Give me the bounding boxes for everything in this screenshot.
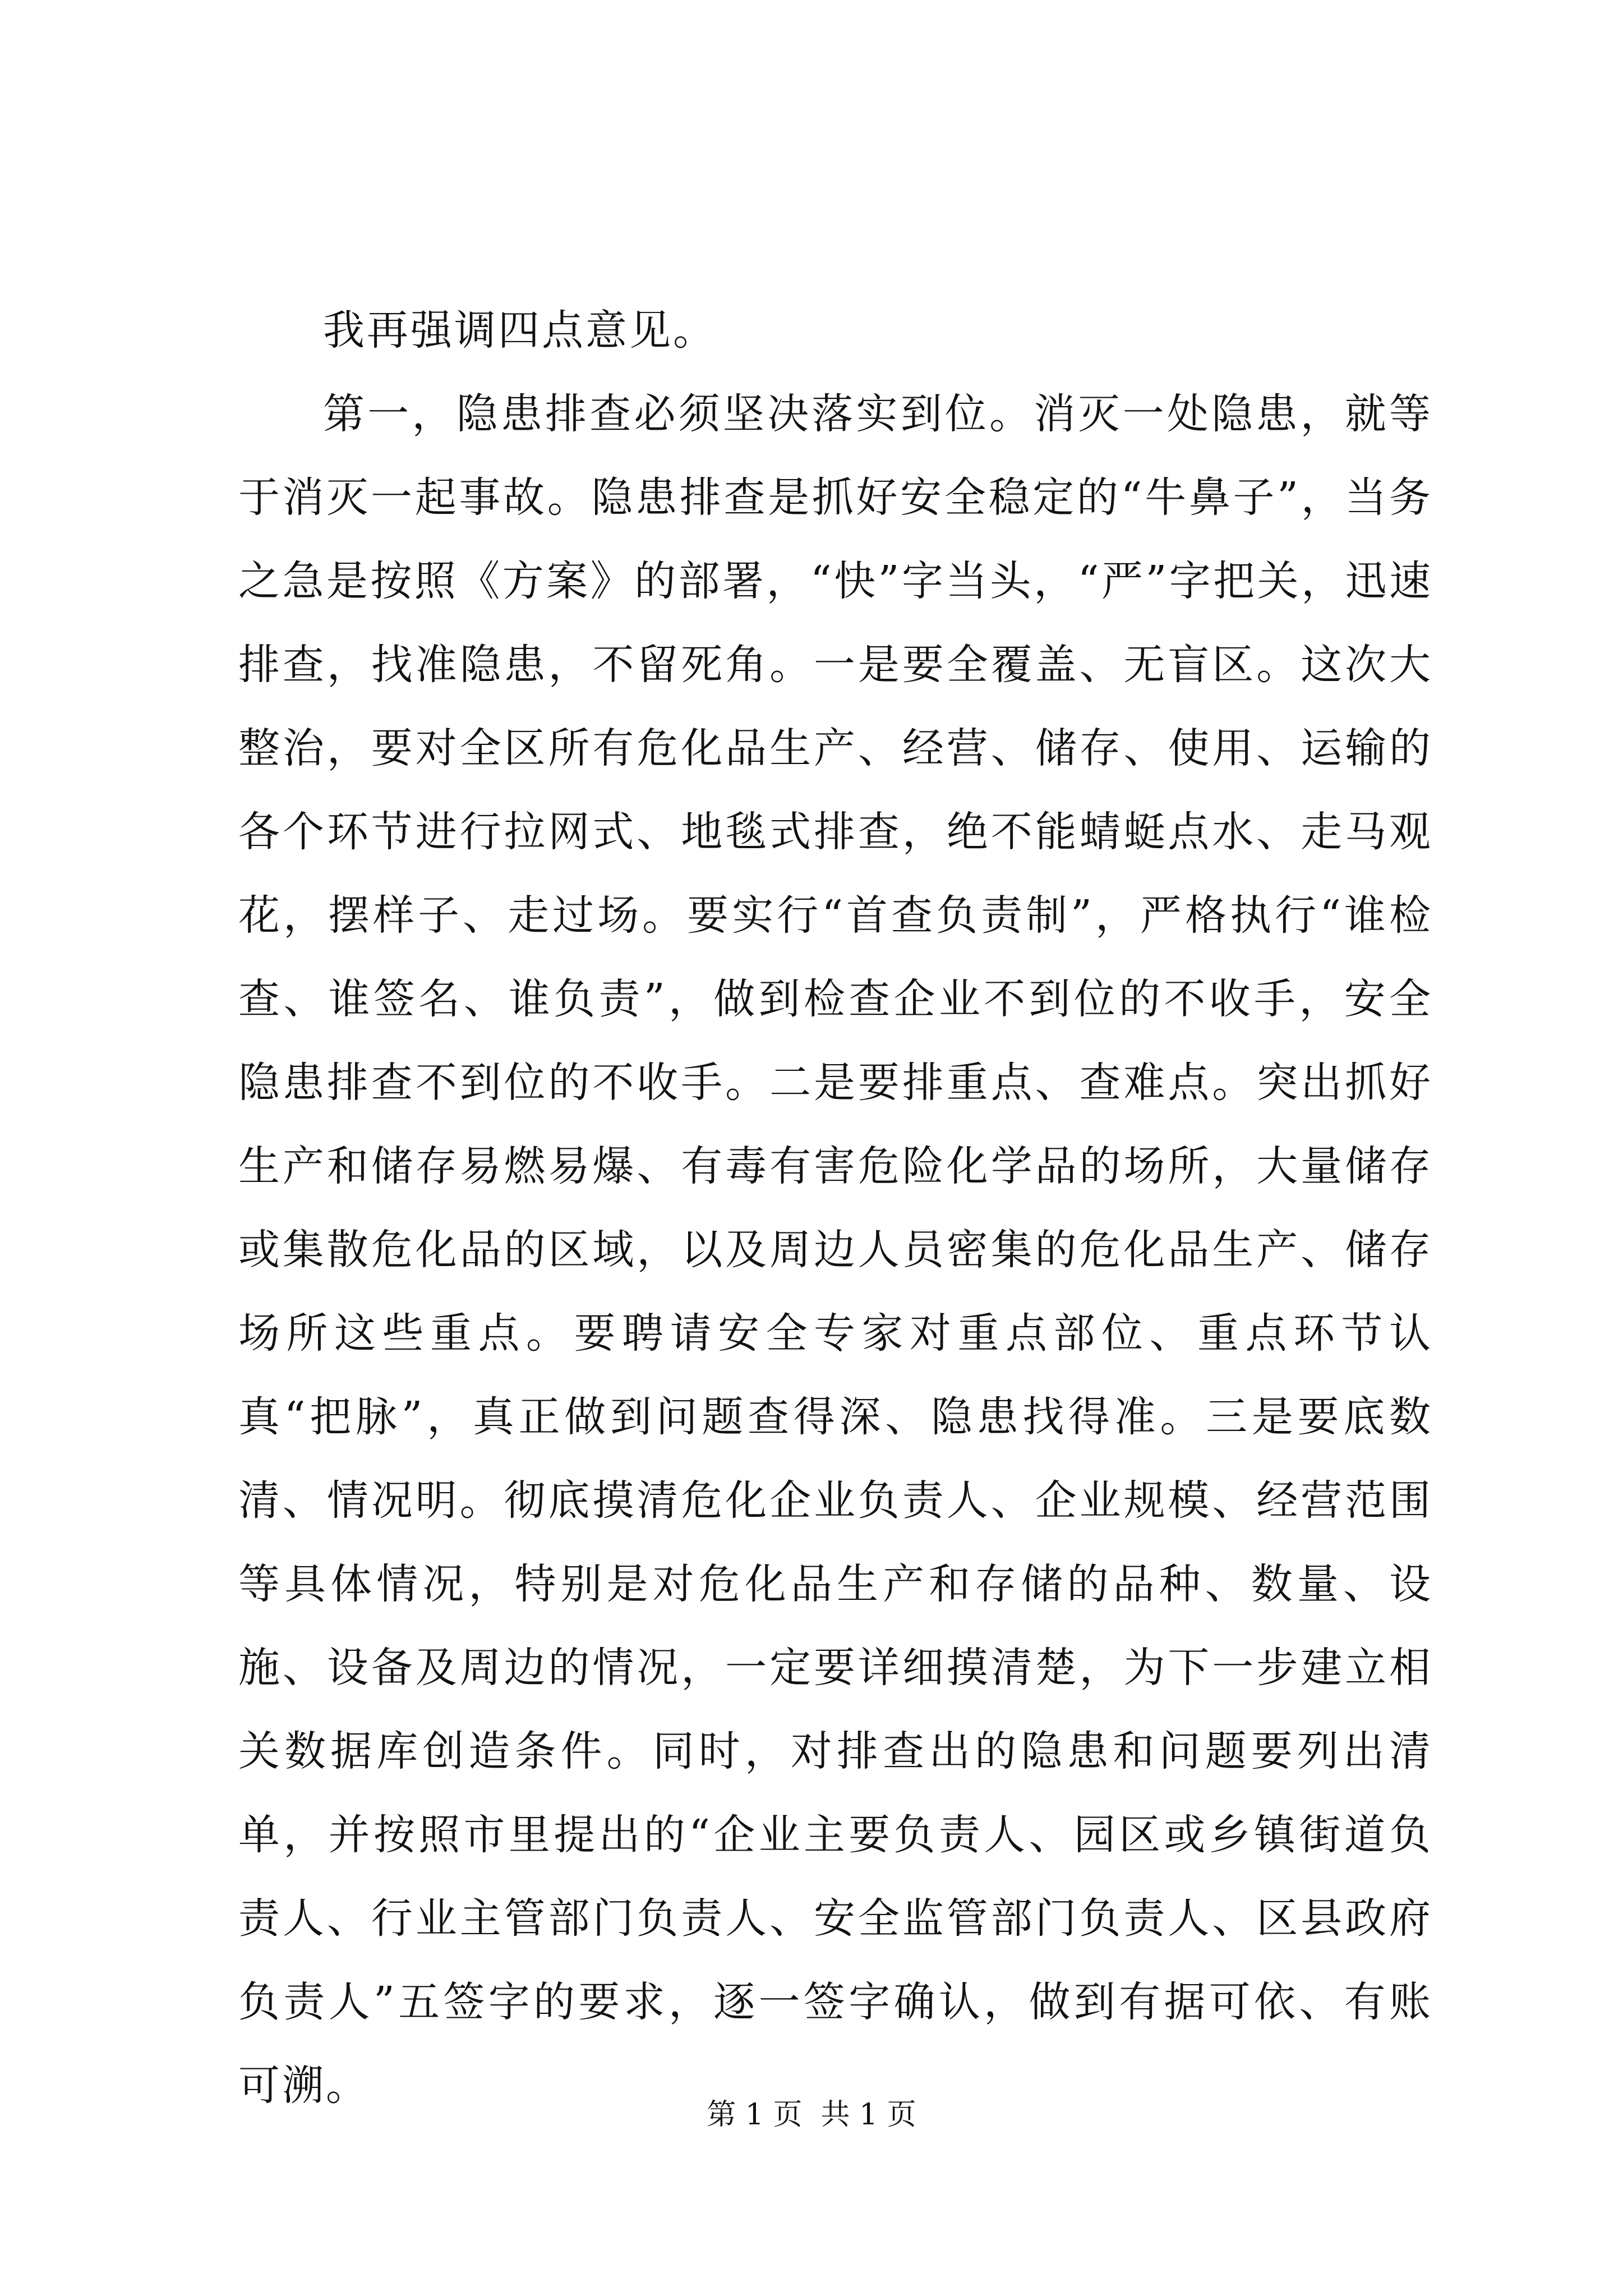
- paragraph-point-one: 第一，隐患排查必须坚决落实到位。消灭一处隐患，就等于消灭一起事故。隐患排查是抓好安全稳定的“牛鼻子”，当务之急是按照《方案》的部署，“快”字当头，“严”字把关，迅速排查，找准隐患，不留死角。一是要全覆盖、无盲区。这次大整治，要对全区所有危化品生产、经营、储存、使用、运输的各个环节进行拉网式、地毯式排查，绝不能蜻蜓点水、走马观花，摆样子、走过场。要实行“首查负责制”，严格执行“谁检查、谁签名、谁负责”，做到检查企业不到位的不收手，安全隐患排查不到位的不收手。二是要排重点、查难点。突出抓好生产和储存易燃易爆、有毒有害危险化学品的场所，大量储存或集散危化品的区域，以及周边人员密集的危化品生产、储存场所这些重点。要聘请安全专家对重点部位、重点环节认真“把脉”，真正做到问题查得深、隐患找得准。三是要底数清、情况明。彻底摸清危化企业负责人、企业规模、经营范围等具体情况，特别是对危化品生产和存储的品种、数量、设施、设备及周边的情况，一定要详细摸清楚，为下一步建立相关数据库创造条件。同时，对排查出的隐患和问题要列出清单，并按照市里提出的“企业主要负责人、园区或乡镇街道负责人、行业主管部门负责人、安全监管部门负责人、区县政府负责人”五签字的要求，逐一签字确认，做到有据可依、有账可溯。: [238, 390, 1433, 2110]
- document-body: [238, 289, 1433, 2128]
- page-number-label: 第 1 页 共 1 页: [707, 2098, 916, 2132]
- paragraph-intro: 我再强调四点意见。: [323, 306, 717, 355]
- page-footer: [0, 2095, 1623, 2134]
